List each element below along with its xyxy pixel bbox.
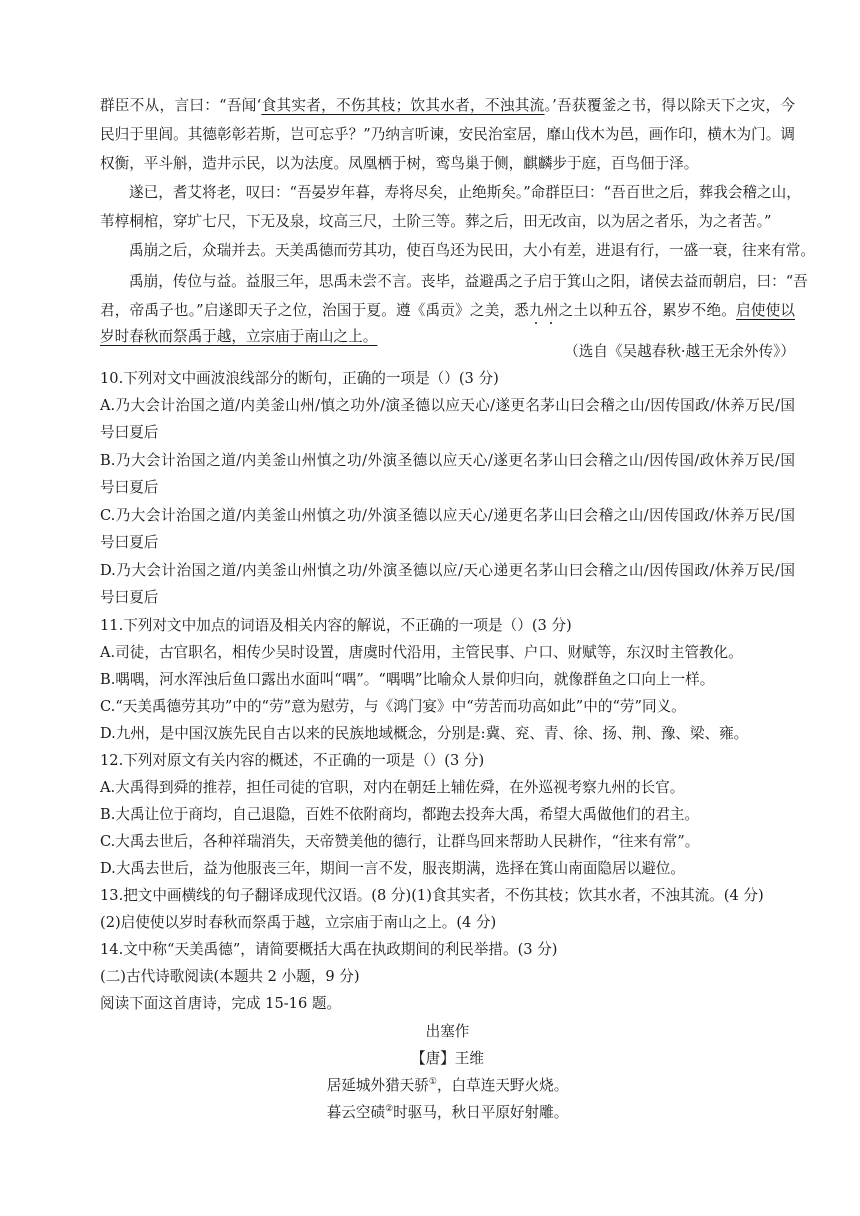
- question-13: 13.把文中画横线的句子翻译成现代汉语。(8 分)(1)食其实者，不伤其枝；饮其水者，不浊其流。(4 分): [100, 887, 764, 904]
- section-heading: (二)古代诗歌阅读(本题共 2 小题，9 分): [100, 968, 360, 985]
- option-b-cont: 号曰夏后: [100, 479, 159, 496]
- passage-line: 禹崩，传位与益。益服三年，思禹未尝不言。丧毕，益避禹之子启于箕山之阳，诸侯去益而朝启，曰：“吾: [129, 273, 808, 290]
- poem-title: 出塞作: [425, 1023, 470, 1040]
- poem-author: 【唐】王维: [411, 1050, 484, 1067]
- question-13-part-2: (2)启使使以岁时春秋而祭禹于越，立宗庙于南山之上。(4 分): [100, 914, 497, 931]
- option-b: B.大禹让位于商均，自己退隐，百姓不依附商均，都跑去投奔大禹，希望大禹做他们的君主。: [100, 806, 700, 823]
- passage-line: 民归于里闾。其德彰彰若斯，岂可忘乎？”乃纳言听谏，安民治室居，靡山伐木为邑，画作印，横木为门。调: [100, 126, 795, 143]
- option-a: A.司徒，古官职名，相传少吴时设置，唐虞时代沿用，主管民事、户口、财赋等，东汉时主管教化。: [100, 644, 743, 661]
- passage-text: 之土以种五谷，累岁不绝。: [558, 302, 737, 319]
- passage-text: 。’吾获覆釜之书，得以除天下之灾，今: [544, 97, 795, 114]
- poem-text: 暮云空碛: [326, 1104, 386, 1121]
- passage-line: 禹崩之后，众瑞并去。天美禹德而劳其功，使百鸟还为民田，大小有差，进退有行，一盛一衰，往来有常。: [129, 242, 815, 259]
- poem-text: ，白草连天野火烧。: [436, 1077, 569, 1094]
- option-c: C.大禹去世后，各种祥瑞消失，天帝赞美他的德行，让群鸟回来帮助人民耕作，“往来有常”。: [100, 833, 700, 850]
- question-11: 11.下列对文中加点的词语及相关内容的解说，不正确的一项是（）(3 分): [100, 617, 572, 634]
- passage-text: 群臣不从，言曰：“吾闻‘: [100, 97, 262, 114]
- passage-line: [100, 301, 795, 321]
- passage-line: [100, 96, 795, 116]
- passage-line: 苇椁桐棺，穿圹七尺，下无及泉，坟高三尺，土阶三等。葬之后，田无改亩，以为居之者乐，为之者苦。”: [100, 213, 772, 230]
- option-b: B.喁喁，河水浑浊后鱼口露出水面叫“喁”。“喁喁”比喻众人景仰归向，就像群鱼之口向上一样。: [100, 671, 715, 688]
- underlined-sentence: 岁时春秋而祭禹于越，立宗庙于南山之上。: [100, 328, 378, 345]
- option-b: B.乃大会计治国之道/内美釜山州慎之功/外演圣德以应天心/遂更名茅山曰会稽之山/因传国/政休养万民/国: [100, 452, 795, 469]
- dotted-word: 州: [543, 302, 559, 319]
- dotted-word: 九: [529, 302, 544, 319]
- poem-line: [100, 1076, 795, 1096]
- footnote-marker: ①: [428, 1077, 437, 1088]
- source-citation: （选自《吴越春秋·越王无余外传》）: [564, 343, 795, 360]
- question-14: 14.文中称“天美禹德”，请简要概括大禹在执政期间的利民举措。(3 分): [100, 941, 558, 958]
- option-d: D.九州，是中国汉族先民自古以来的民族地域概念，分别是:冀、兖、青、徐、扬、荆、豫、梁、雍。: [100, 725, 749, 742]
- question-12: 12.下列对原文有关内容的概述，不正确的一项是（）(3 分): [100, 752, 485, 769]
- option-a: A.大禹得到舜的推荐，担任司徒的官职，对内在朝廷上辅佐舜，在外巡视考察九州的长官。: [100, 779, 685, 796]
- option-a-cont: 号曰夏后: [100, 424, 159, 441]
- question-10: 10.下列对文中画波浪线部分的断句，正确的一项是（）(3 分): [100, 370, 499, 387]
- option-d: D.大禹去世后，益为他服丧三年，期间一言不发，服丧期满，选择在箕山南面隐居以避位。: [100, 860, 685, 877]
- passage-text: 君，帝禹子也。”启遂即天子之位，治国于夏。遵《禹贡》之美，悉: [100, 302, 530, 319]
- passage-line: 遂已，耆艾将老，叹曰：“吾晏岁年暮，寿将尽矣，止绝斯矣。”命群臣曰：“吾百世之后，葬我会稽之山，: [129, 184, 801, 201]
- option-d-cont: 号曰夏后: [100, 589, 159, 606]
- option-a: A.乃大会计治国之道/内美釜山州/慎之功外/演圣德以应天心/遂更名茅山曰会稽之山/因传国政/休养万民/国: [100, 397, 795, 414]
- option-c: C.乃大会计治国之道/内美釜山州慎之功/外演圣德以应天心/递更名茅山曰会稽之山/因传国政/休养万民/国: [100, 507, 795, 524]
- footnote-marker: ②: [385, 1104, 394, 1115]
- passage-line: 权衡，平斗斛，造井示民，以为法度。凤凰栖于树，鸾鸟巢于侧，麒麟步于庭，百鸟佃于泽。: [100, 155, 699, 172]
- underlined-sentence: 食其实者，不伤其枝；饮其水者，不浊其流: [261, 97, 545, 114]
- option-c: C.“天美禹德劳其功”中的“劳”意为慰劳，与《鸿门宴》中“劳苦而功高如此”中的“劳”同义。: [100, 698, 686, 715]
- option-d: D.乃大会计治国之道/内美釜山州慎之功/外演圣德以应/天心递更名茅山曰会稽之山/因传国政/休养万民/国: [100, 562, 795, 579]
- poem-line: [100, 1103, 795, 1123]
- option-c-cont: 号曰夏后: [100, 534, 159, 551]
- section-instructions: 阅读下面这首唐诗，完成 15-16 题。: [100, 995, 342, 1012]
- poem-text: 时驱马，秋日平原好射雕。: [393, 1104, 569, 1121]
- poem-text: 居延城外猎天骄: [326, 1077, 429, 1094]
- underlined-sentence: 启使使以: [736, 302, 795, 319]
